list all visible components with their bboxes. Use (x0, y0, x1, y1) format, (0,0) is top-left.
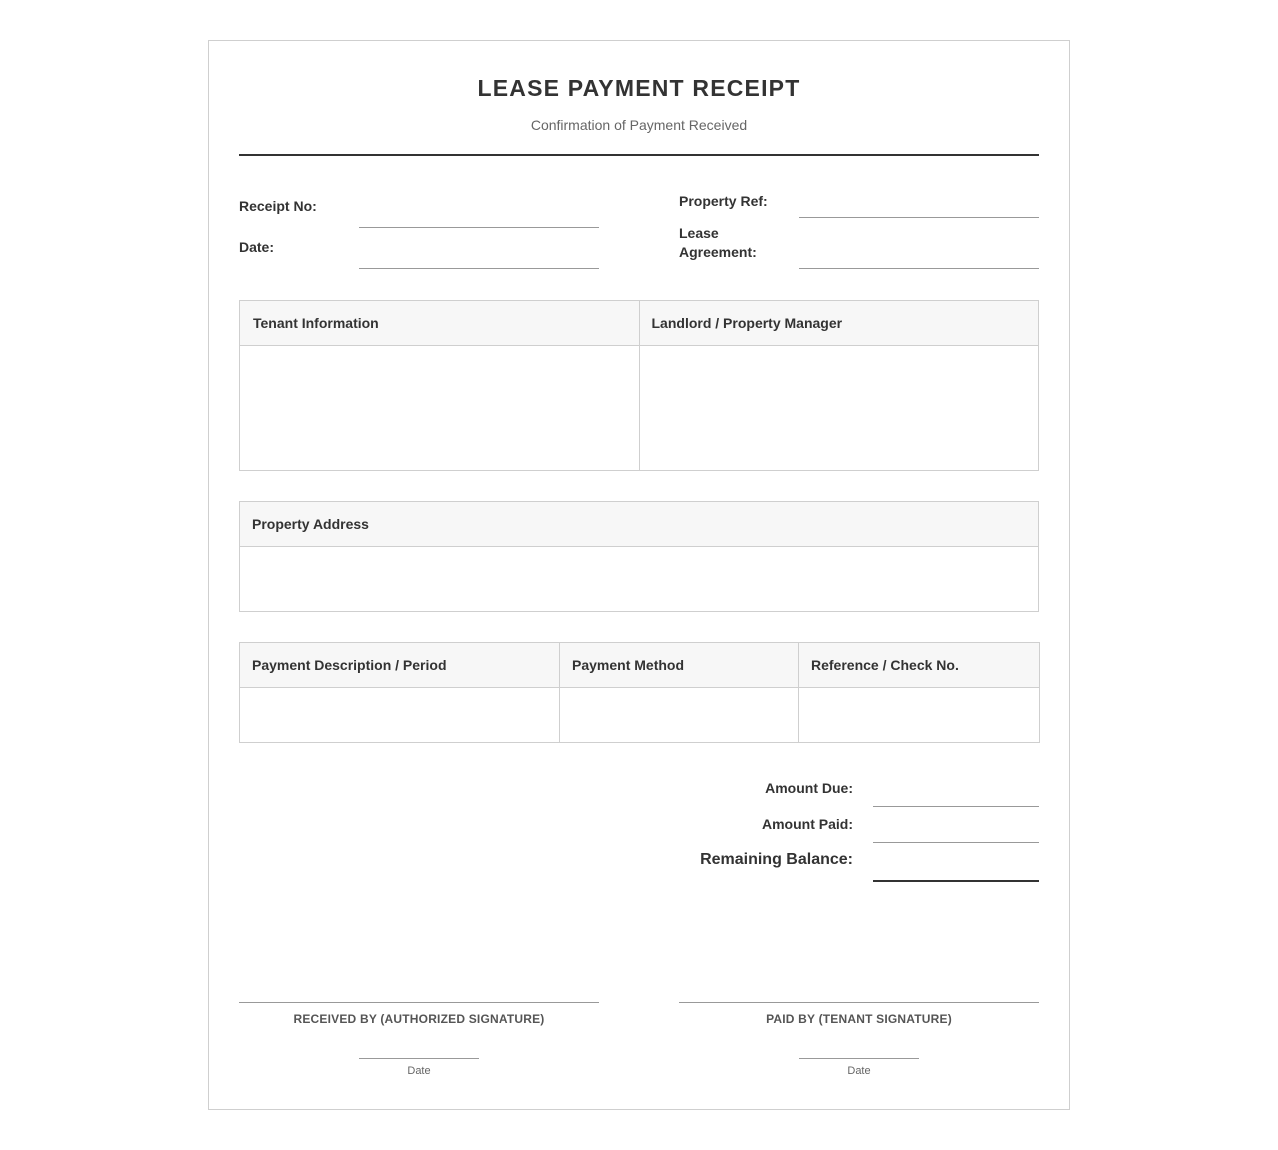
paid-by-label: PAID BY (TENANT SIGNATURE) (766, 1012, 952, 1026)
paid-by-signature-line[interactable] (679, 1002, 1039, 1003)
table-row (240, 688, 1040, 743)
received-by-date-line[interactable] (359, 1058, 479, 1059)
paid-by-date-label: Date (847, 1065, 871, 1077)
landlord-header: Landlord / Property Manager (639, 301, 1039, 346)
amount-paid-label: Amount Paid: (762, 816, 853, 832)
remaining-balance-field[interactable] (873, 880, 1039, 882)
reference-check-header: Reference / Check No. (799, 643, 1040, 688)
lease-agreement-label-line2: Agreement: (679, 244, 757, 260)
date-label: Date: (239, 239, 275, 255)
property-address-field[interactable] (240, 547, 1039, 612)
receipt-no-label: Receipt No: (239, 198, 317, 214)
reference-check-cell[interactable] (799, 688, 1040, 743)
lease-agreement-label-line1: Lease (679, 225, 719, 241)
date-field[interactable] (359, 268, 599, 269)
amount-due-label: Amount Due: (765, 780, 853, 796)
property-address-table (239, 501, 1039, 612)
paid-by-date-line[interactable] (799, 1058, 919, 1059)
lease-agreement-field[interactable] (799, 268, 1039, 269)
payment-table (239, 642, 1040, 743)
payment-method-header: Payment Method (560, 643, 799, 688)
receipt-no-field[interactable] (359, 227, 599, 228)
received-by-date-label: Date (407, 1065, 431, 1077)
received-by-label: RECEIVED BY (AUTHORIZED SIGNATURE) (293, 1012, 545, 1026)
title-divider (239, 154, 1039, 156)
lease-agreement-label (679, 224, 757, 262)
payment-method-cell[interactable] (560, 688, 799, 743)
property-address-header: Property Address (240, 502, 1039, 547)
amount-due-field[interactable] (873, 806, 1039, 807)
page-subtitle: Confirmation of Payment Received (530, 117, 748, 133)
property-ref-label: Property Ref: (679, 193, 768, 209)
payment-description-header: Payment Description / Period (240, 643, 560, 688)
received-by-signature-line[interactable] (239, 1002, 599, 1003)
page-title: LEASE PAYMENT RECEIPT (477, 75, 801, 101)
payment-description-cell[interactable] (240, 688, 560, 743)
parties-table (239, 300, 1039, 471)
property-ref-field[interactable] (799, 217, 1039, 218)
remaining-balance-label: Remaining Balance: (700, 851, 853, 868)
tenant-info-header: Tenant Information (240, 301, 640, 346)
receipt-page (208, 40, 1070, 1110)
tenant-info-field[interactable] (240, 346, 640, 471)
amount-paid-field[interactable] (873, 842, 1039, 843)
landlord-field[interactable] (639, 346, 1039, 471)
